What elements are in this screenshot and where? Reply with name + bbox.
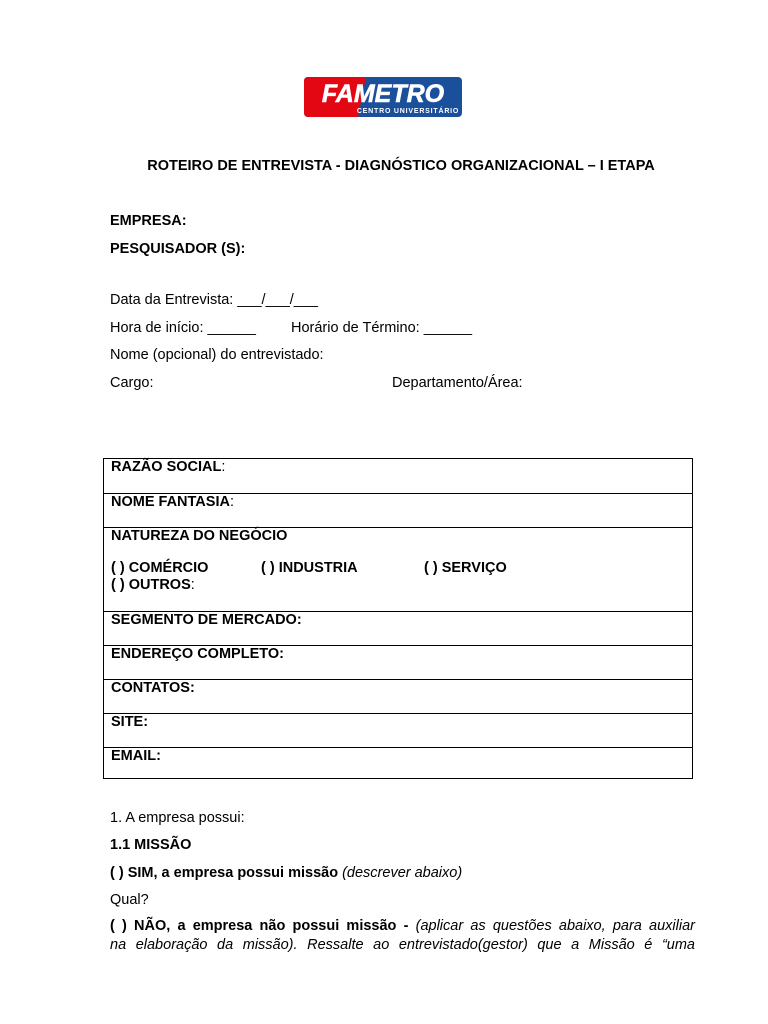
document-title: ROTEIRO DE ENTREVISTA - DIAGNÓSTICO ORGANIZACIONAL – I ETAPA	[147, 158, 655, 174]
table-row	[104, 527, 692, 612]
option-comercio[interactable]: ( ) COMÉRCIO	[111, 560, 209, 576]
option-servico[interactable]: ( ) SERVIÇO	[424, 560, 507, 576]
table-row	[104, 493, 692, 528]
missao-nao-option[interactable]	[110, 918, 695, 934]
table-row	[104, 645, 692, 680]
nome-entrevistado-field: Nome (opcional) do entrevistado:	[110, 347, 324, 363]
qual-label: Qual?	[110, 892, 149, 908]
natureza-label: NATUREZA DO NEGÓCIO	[111, 528, 288, 544]
colon: :	[221, 459, 226, 475]
option-industria[interactable]: ( ) INDUSTRIA	[261, 560, 358, 576]
section-intro: 1. A empresa possui:	[110, 810, 245, 826]
fametro-logo	[304, 77, 462, 117]
site-label: SITE:	[111, 714, 149, 730]
hora-inicio-field: Hora de início: ______	[110, 320, 256, 336]
hora-termino-field: Horário de Término: ______	[291, 320, 473, 336]
table-row	[104, 713, 692, 748]
table-row	[104, 747, 692, 780]
nome-fantasia-label: NOME FANTASIA	[111, 494, 230, 510]
departamento-field: Departamento/Área:	[392, 375, 523, 391]
endereco-label: ENDEREÇO COMPLETO:	[111, 646, 284, 662]
company-info-table	[103, 458, 693, 779]
missao-heading: 1.1 MISSÃO	[110, 837, 192, 853]
empresa-label: EMPRESA:	[110, 213, 187, 229]
sim-hint: (descrever abaixo)	[342, 865, 463, 881]
contatos-label: CONTATOS:	[111, 680, 195, 696]
cargo-field: Cargo:	[110, 375, 154, 391]
nao-hint: (aplicar as questões abaixo, para auxiliar	[415, 918, 695, 934]
colon: :	[229, 494, 234, 510]
nao-hint-continued: na elaboração da missão). Ressalte ao entrevistado(gestor) que a Missão é “uma	[110, 937, 695, 953]
svg-text:CENTRO UNIVERSITÁRIO: CENTRO UNIVERSITÁRIO	[356, 108, 460, 115]
table-row	[104, 679, 692, 714]
table-row	[104, 611, 692, 646]
missao-sim-option[interactable]	[110, 865, 462, 881]
svg-text:FAMETRO: FAMETRO	[321, 80, 445, 108]
colon: :	[190, 577, 195, 593]
razao-social-label: RAZÃO SOCIAL	[111, 459, 222, 475]
pesquisador-label: PESQUISADOR (S):	[110, 241, 246, 257]
option-outros[interactable]: ( ) OUTROS	[111, 577, 191, 593]
nao-text: ( ) NÃO, a empresa não possui missão -	[110, 918, 409, 934]
table-row	[104, 459, 692, 493]
email-label: EMAIL:	[111, 748, 161, 764]
data-entrevista-field: Data da Entrevista: ___/___/___	[110, 292, 318, 308]
sim-text: ( ) SIM, a empresa possui missão	[110, 865, 339, 881]
segmento-label: SEGMENTO DE MERCADO:	[111, 612, 302, 628]
